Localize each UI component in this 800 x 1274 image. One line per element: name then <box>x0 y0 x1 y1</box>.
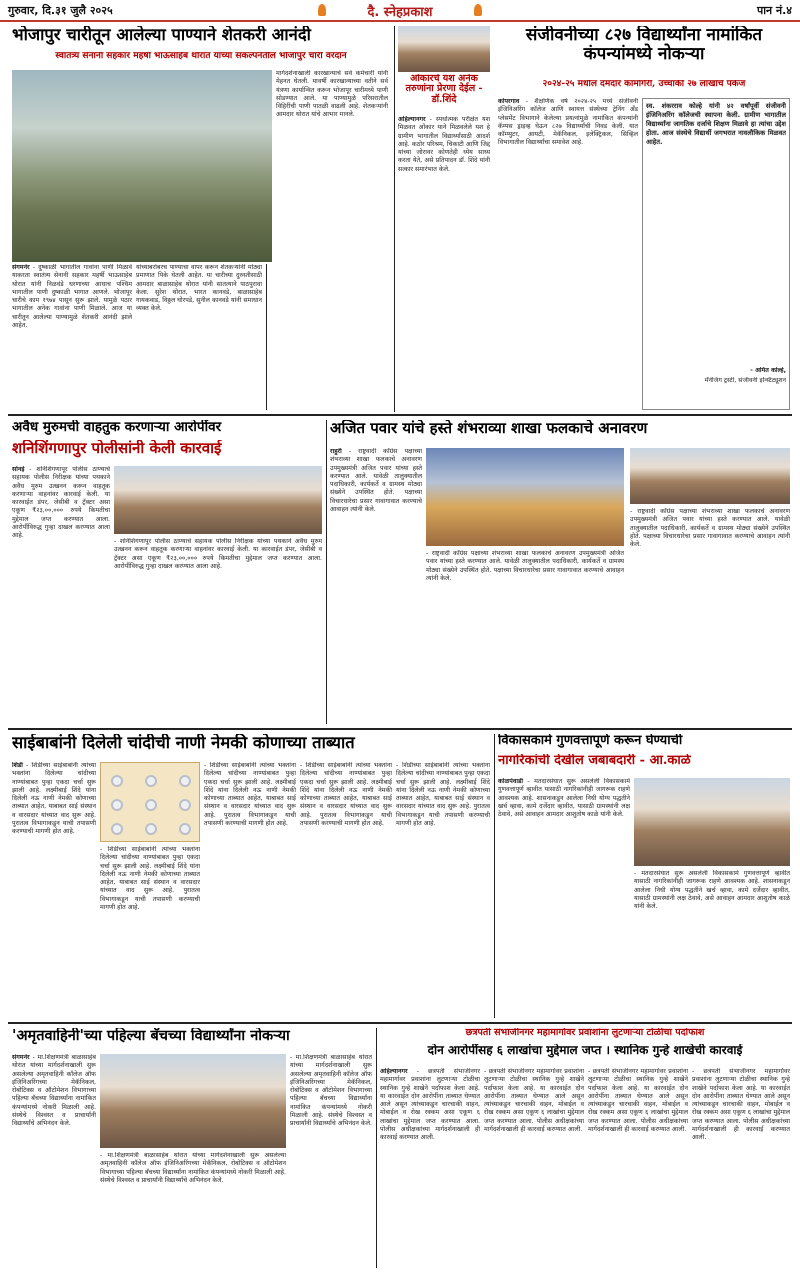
story7-body <box>498 778 630 1018</box>
section-rule <box>8 728 792 730</box>
omkar-photo <box>398 26 490 72</box>
story6-body <box>12 762 96 1018</box>
story8-body <box>12 1054 96 1268</box>
story2-dateline: अहिल्यानगर <box>398 116 426 123</box>
story5-names: - राष्ट्रवादी काँग्रेस पक्षाच्या शंभराव्या शाखा फलकाचे अनावरण उपमुख्यमंत्री अजित पवार यांच्या हस्ते करण्यात आले. यावेळी तालुक्यातील पदाधिकारी, कार्यकर्ते व ग्रामस्थ मोठ्या संख्येने उपस्थित होते. पक्षाच्या विचारधारेचा प्रसार गावागावात करण्याचे आवाहन त्यांनी केले. <box>630 508 790 549</box>
quote-box <box>642 98 790 410</box>
story7-headline-2: नागरिकांची देखील जबाबदारी - आ.काळे <box>498 754 691 768</box>
story3-subhead: २०२४-२५ मधील दमदार कामगिरी, उच्चांकी २७ लाखांचे पॅकेज <box>542 80 746 89</box>
story8-text: - मा.शिक्षणमंत्री बाळासाहेब थोरात यांच्या मार्गदर्शनाखाली सुरू असलेल्या अमृतवाहिनी कॉलेज ऑफ इंजिनिअरिंगच्या मेकॅनिकल, रोबोटिक्स व ऑटोमेशन विभागाच्या पहिल्या बॅचच्या विद्यार्थ्यांना नामांकित कंपन्यांमध्ये नोकरी मिळाली आहे. संस्थेचे विश्वस्त व प्राचार्यांनी विद्यार्थ्यांचे अभिनंदन केले. <box>12 1054 96 1128</box>
story7-headline-1: विकासकामे गुणवत्तापूर्ण करून घेण्याची <box>498 734 683 748</box>
story5-text: - राष्ट्रवादी काँग्रेस पक्षाच्या शंभराव्या शाखा फलकाचे अनावरण उपमुख्यमंत्री अजित पवार यांच्या हस्ते करण्यात आले. यावेळी तालुक्यातील पदाधिकारी, कार्यकर्ते व ग्रामस्थ मोठ्या संख्येने उपस्थित होते. पक्षाच्या विचारधारेचा प्रसार गावागावात करण्याचे आवाहन त्यांनी केले. <box>330 448 422 514</box>
newspaper-name: दै. स्नेहप्रकाश <box>367 5 433 20</box>
story3-text: - शैक्षणिक वर्ष २०२४-२५ मध्ये संजीवनी इंजिनिअरिंग कॉलेज आणि स्वायत्त संस्थेच्या ट्रेनिंग अँड प्लेसमेंट विभागाने केलेल्या प्रयत्नांमुळे नामांकित कंपन्यांनी कॅम्पस ड्राइव्ह घेऊन ८२७ विद्यार्थ्यांची निवड केली. यात कॉम्प्युटर, आयटी, मेकॅनिकल, इलेक्ट्रिकल, सिव्हिल विभागातील विद्यार्थ्यांचा समावेश आहे. <box>498 98 638 147</box>
quote-author-title: मॅनेजिंग ट्रस्टी, संजीवनी इन्स्टिट्यूशन <box>704 377 786 384</box>
story4-headline-2: शनिशिंगणापुर पोलीसांनी केली कारवाई <box>12 440 222 457</box>
story3-body <box>498 98 638 410</box>
story9-text: - छत्रपती संभाजीनगर महामार्गावर प्रवाशांना लुटणाऱ्या टोळीचा स्थानिक गुन्हे शाखेने पर्दाफाश केला आहे. या कारवाईत दोन आरोपींना ताब्यात घेण्यात आले असून त्यांच्याकडून चारचाकी वाहन, मोबाईल व रोख रक्कम असा एकूण ६ लाखांचा मुद्देमाल जप्त करण्यात आला. पोलीस अधीक्षकांच्या मार्गदर्शनाखाली ही कारवाई करण्यात आली. <box>380 1068 480 1142</box>
column-rule <box>326 420 327 724</box>
coin-icon <box>145 799 157 811</box>
story8-dateline: संगमनेर <box>12 1054 30 1061</box>
story6-body-5: - शिर्डीच्या साईबाबांनी त्यांच्या भक्तांना दिलेल्या चांदीच्या नाण्यांबाबत पुन्हा एकदा चर्चा सुरू झाली आहे. लक्ष्मीबाई शिंदे यांना दिलेली नऊ नाणी नेमकी कोणाच्या ताब्यात आहेत, याबाबत साई संस्थान व वारसदार यांच्यात वाद सुरू आहे. पुरातत्व विभागाकडून याची तपासणी करण्याची मागणी होत आहे. <box>396 762 490 828</box>
story1-col1 <box>12 264 132 412</box>
story9-body <box>380 1068 480 1268</box>
story7-body-cont: - मतदारसंघात सुरू असलेली विकासकामे गुणवत्तापूर्ण व्हावीत यासाठी नागरिकांनीही जागरूक राहणे आवश्यक आहे. शासनाकडून आलेला निधी योग्य पद्धतीने खर्च व्हावा, कामे दर्जेदार व्हावीत, यासाठी ग्रामस्थांनी लक्ष ठेवावे, असे आवाहन आमदार आशुतोष काळे यांनी केले. <box>634 870 790 911</box>
story9-dateline: अहिल्यानगर <box>380 1068 408 1075</box>
story3-headline: संजीवनीच्या ८२७ विद्यार्थ्यांना नामांकित कंपन्यांमध्ये नोकऱ्या <box>525 26 763 64</box>
column-rule <box>266 264 267 410</box>
canal-photo <box>12 70 272 262</box>
story2-text: - स्पर्धात्मक परीक्षेत यश मिळवत ओंकार याने मिळवलेले यश हे ग्रामीण भागातील विद्यार्थ्यांसाठी आदर्श आहे. कठोर परिश्रम, चिकाटी आणि जिद्द यांच्या जोरावर कोणतेही ध्येय साध्य करता येते, असे प्रतिपादन डॉ. शिंदे यांनी सत्कार समारंभात केले. <box>398 116 490 173</box>
story1-dateline: संगमनेर <box>12 264 30 271</box>
story4-headline-1: अवैध मुरुमची वाहतुक करणाऱ्या आरोपींवर <box>12 420 222 435</box>
story1-col2: यांच्याबरोबरच पाण्याचा वापर करून शेतकऱ्यांनी मोठ्या प्रमाणात पिके घेतली आहेत. या चारीच्या दुरुस्तीसाठी आमदार बाळासाहेब थोरात यांनी सातत्याने पाठपुरावा केला. सुरेश थोरात, भारत कानवडे, बाळासाहेब गायकवाड, विठ्ठल घोरपडे, सुनील कानवडे यांनी समाधान व्यक्त केले. <box>136 264 262 313</box>
quote-text: स्व. शंकरराव कोल्हे यांनी ४२ वर्षांपूर्वी संजीवनी इंजिनिअरिंग कॉलेजची स्थापना केली. ग्रामीण भागातील विद्यार्थ्यांना जागतिक दर्जाचे शिक्षण मिळावे हा त्यांचा उद्देश होता. आज संस्थेचे विद्यार्थी जगभरात नावलौकिक मिळवत आहेत. <box>646 102 786 146</box>
coin-icon <box>179 799 191 811</box>
coin-icon <box>179 775 191 787</box>
lamp-icon <box>474 4 482 16</box>
story4-body-cont: - शनिशिंगणापूर पोलीस ठाण्याचे सहायक पोलीस निरीक्षक यांच्या पथकाने अवैध मुरुम उत्खनन करून वाहतूक करणाऱ्या वाहनांवर कारवाई केली. या कारवाईत डंपर, जेसीबी व ट्रॅक्टर असा एकूण ₹२३,००,००० रुपये किमतीचा मुद्देमाल जप्त करण्यात आला. आरोपींविरुद्ध गुन्हा दाखल करण्यात आला आहे. <box>114 538 322 570</box>
story2-body <box>398 116 490 412</box>
story4-body <box>12 466 110 724</box>
page-number: पान नं.४ <box>756 4 792 17</box>
masthead <box>0 0 800 22</box>
section-rule <box>8 1022 792 1024</box>
quote-author: - अमित कोल्हे, <box>750 367 786 374</box>
silver-coins-photo <box>100 762 200 842</box>
section-rule <box>8 414 792 416</box>
story9-body-3: - छत्रपती संभाजीनगर महामार्गावर प्रवाशांना लुटणाऱ्या टोळीचा स्थानिक गुन्हे शाखेने पर्दाफाश केला आहे. या कारवाईत दोन आरोपींना ताब्यात घेण्यात आले असून त्यांच्याकडून चारचाकी वाहन, मोबाईल व रोख रक्कम असा एकूण ६ लाखांचा मुद्देमाल जप्त करण्यात आला. पोलीस अधीक्षकांच्या मार्गदर्शनाखाली ही कारवाई करण्यात आली. <box>588 1068 688 1134</box>
story8-body-cont: - मा.शिक्षणमंत्री बाळासाहेब थोरात यांच्या मार्गदर्शनाखाली सुरू असलेल्या अमृतवाहिनी कॉलेज ऑफ इंजिनिअरिंगच्या मेकॅनिकल, रोबोटिक्स व ऑटोमेशन विभागाच्या पहिल्या बॅचच्या विद्यार्थ्यांना नामांकित कंपन्यांमध्ये नोकरी मिळाली आहे. संस्थेचे विश्वस्त व प्राचार्यांनी विद्यार्थ्यांचे अभिनंदन केले. <box>100 1152 286 1184</box>
coin-icon <box>111 823 123 835</box>
story6-headline: साईबाबांनी दिलेली चांदीची नाणी नेमकी कोणाच्या ताब्यात <box>12 734 355 752</box>
story1-text1: - दुष्काळी भागातील गावांना पाणी मिळावे याकरता स्वातंत्र्य सेनानी सहकार महर्षी भाऊसाहेब थोरात यांनी निळवंडे धरणाच्या आधाच पश्चिम भागातील पाणी दुष्काळी भागात आणले. भोजापूर चारीचे काम १९७४ पासून सुरू झाले. यामुळे पठार भागातील अनेक गावांना पाणी मिळाले. आज या चारीतून आलेल्या पाण्यामुळे शेतकरी आनंदी झाले आहेत. <box>12 264 132 330</box>
column-rule <box>494 734 495 1018</box>
coin-icon <box>179 823 191 835</box>
story7-text: - मतदारसंघात सुरू असलेली विकासकामे गुणवत्तापूर्ण व्हावीत यासाठी नागरिकांनीही जागरूक राहणे आवश्यक आहे. शासनाकडून आलेला निधी योग्य पद्धतीने खर्च व्हावा, कामे दर्जेदार व्हावीत, यासाठी ग्रामस्थांनी लक्ष ठेवावे, असे आवाहन आमदार आशुतोष काळे यांनी केले. <box>498 778 630 819</box>
story9-headline: दोन आरोपींसह ६ लाखांचा मुद्देमाल जप्त । स्थानिक गुन्हे शाखेची कारवाई <box>427 1044 743 1057</box>
police-photo <box>114 466 322 534</box>
story4-dateline: सोनई <box>12 466 25 473</box>
issue-date: गुरुवार, दि.३१ जुलै २०२५ <box>8 4 113 17</box>
story1-col3: मार्गदर्शनाखाली कारखान्याचे सर्व कर्मचारी यांनी मेहनत घेतली. यावर्षी कारखान्याच्या वतीने सर्व यंत्रणा कार्यान्वित करून भोजापूर चारीमध्ये पाणी सोडण्यात आले. या पाण्यामुळे परिसरातील विहिरींची पाणी पातळी वाढली आहे. शेतकऱ्यांनी आमदार थोरात यांचे आभार मानले. <box>276 70 388 119</box>
story9-body-4: - छत्रपती संभाजीनगर महामार्गावर प्रवाशांना लुटणाऱ्या टोळीचा स्थानिक गुन्हे शाखेने पर्दाफाश केला आहे. या कारवाईत दोन आरोपींना ताब्यात घेण्यात आले असून त्यांच्याकडून चारचाकी वाहन, मोबाईल व रोख रक्कम असा एकूण ६ लाखांचा मुद्देमाल जप्त करण्यात आला. पोलीस अधीक्षकांच्या मार्गदर्शनाखाली ही कारवाई करण्यात आली. <box>692 1068 790 1142</box>
story9-kicker: छत्रपती संभाजीनगर महामार्गावर प्रवाशांना लुटणाऱ्या टोळीचा पर्दाफाश <box>465 1028 705 1038</box>
inspection-photo <box>634 778 790 866</box>
story6-dateline: शिर्डी <box>12 762 23 769</box>
story1-headline: भोजापुर चारीतून आलेल्या पाण्याने शेतकरी आनंदी <box>12 26 311 44</box>
crowd-photo <box>630 448 790 504</box>
column-rule <box>376 1028 377 1268</box>
story6-body-4: - शिर्डीच्या साईबाबांनी त्यांच्या भक्तांना दिलेल्या चांदीच्या नाण्यांबाबत पुन्हा एकदा चर्चा सुरू झाली आहे. लक्ष्मीबाई शिंदे यांना दिलेली नऊ नाणी नेमकी कोणाच्या ताब्यात आहेत, याबाबत साई संस्थान व वारसदार यांच्यात वाद सुरू आहे. पुरातत्व विभागाकडून याची तपासणी करण्याची मागणी होत आहे. <box>300 762 392 828</box>
students-photo <box>100 1054 286 1148</box>
story5-body <box>330 448 422 724</box>
story5-dateline: राहुरी <box>330 448 342 455</box>
column-rule <box>394 26 395 412</box>
story6-body-3: - शिर्डीच्या साईबाबांनी त्यांच्या भक्तांना दिलेल्या चांदीच्या नाण्यांबाबत पुन्हा एकदा चर्चा सुरू झाली आहे. लक्ष्मीबाई शिंदे यांना दिलेली नऊ नाणी नेमकी कोणाच्या ताब्यात आहेत, याबाबत साई संस्थान व वारसदार यांच्यात वाद सुरू आहे. पुरातत्व विभागाकडून याची तपासणी करण्याची मागणी होत आहे. <box>204 762 296 828</box>
coin-icon <box>111 775 123 787</box>
coin-icon <box>145 823 157 835</box>
story5-headline: अजित पवार यांचे हस्ते शंभराव्या शाखा फलकाचे अनावरण <box>330 420 648 437</box>
story1-subhead: स्वातंत्र्य सेनानी सहकार महर्षी भाऊसाहेब थोरात यांच्या संकल्पनेतील भोजापुर चारी वरदान <box>55 52 347 61</box>
story7-dateline: कोळपेवाडी <box>498 778 523 785</box>
branch-photo <box>426 448 624 546</box>
story6-text: - शिर्डीच्या साईबाबांनी त्यांच्या भक्तांना दिलेल्या चांदीच्या नाण्यांबाबत पुन्हा एकदा चर्चा सुरू झाली आहे. लक्ष्मीबाई शिंदे यांना दिलेली नऊ नाणी नेमकी कोणाच्या ताब्यात आहेत, याबाबत साई संस्थान व वारसदार यांच्यात वाद सुरू आहे. पुरातत्व विभागाकडून याची तपासणी करण्याची मागणी होत आहे. <box>12 762 96 836</box>
story5-body-cont: - राष्ट्रवादी काँग्रेस पक्षाच्या शंभराव्या शाखा फलकाचे अनावरण उपमुख्यमंत्री अजित पवार यांच्या हस्ते करण्यात आले. यावेळी तालुक्यातील पदाधिकारी, कार्यकर्ते व ग्रामस्थ मोठ्या संख्येने उपस्थित होते. पक्षाच्या विचारधारेचा प्रसार गावागावात करण्याचे आवाहन त्यांनी केले. <box>426 550 624 582</box>
story3-dateline: कोपरगाव <box>498 98 520 105</box>
story8-body-3: - मा.शिक्षणमंत्री बाळासाहेब थोरात यांच्या मार्गदर्शनाखाली सुरू असलेल्या अमृतवाहिनी कॉलेज ऑफ इंजिनिअरिंगच्या मेकॅनिकल, रोबोटिक्स व ऑटोमेशन विभागाच्या पहिल्या बॅचच्या विद्यार्थ्यांना नामांकित कंपन्यांमध्ये नोकरी मिळाली आहे. संस्थेचे विश्वस्त व प्राचार्यांनी विद्यार्थ्यांचे अभिनंदन केले. <box>290 1054 372 1128</box>
story8-headline: 'अमृतवाहिनी'च्या पहिल्या बॅचच्या विद्यार्थ्यांना नोकऱ्या <box>12 1028 290 1044</box>
story9-body-2: - छत्रपती संभाजीनगर महामार्गावर प्रवाशांना लुटणाऱ्या टोळीचा स्थानिक गुन्हे शाखेने पर्दाफाश केला आहे. या कारवाईत दोन आरोपींना ताब्यात घेण्यात आले असून त्यांच्याकडून चारचाकी वाहन, मोबाईल व रोख रक्कम असा एकूण ६ लाखांचा मुद्देमाल जप्त करण्यात आला. पोलीस अधीक्षकांच्या मार्गदर्शनाखाली ही कारवाई करण्यात आली. <box>484 1068 584 1134</box>
coin-icon <box>145 775 157 787</box>
story2-headline: ओंकारचे यश अनेक तरुणांना प्रेरणा देईल - डॉ.शिंदे <box>405 74 483 105</box>
story4-text: - शनिशिंगणापूर पोलीस ठाण्याचे सहायक पोलीस निरीक्षक यांच्या पथकाने अवैध मुरुम उत्खनन करून वाहतूक करणाऱ्या वाहनांवर कारवाई केली. या कारवाईत डंपर, जेसीबी व ट्रॅक्टर असा एकूण ₹२३,००,००० रुपये किमतीचा मुद्देमाल जप्त करण्यात आला. आरोपींविरुद्ध गुन्हा दाखल करण्यात आला आहे. <box>12 466 110 540</box>
story6-body-2: - शिर्डीच्या साईबाबांनी त्यांच्या भक्तांना दिलेल्या चांदीच्या नाण्यांबाबत पुन्हा एकदा चर्चा सुरू झाली आहे. लक्ष्मीबाई शिंदे यांना दिलेली नऊ नाणी नेमकी कोणाच्या ताब्यात आहेत, याबाबत साई संस्थान व वारसदार यांच्यात वाद सुरू आहे. पुरातत्व विभागाकडून याची तपासणी करण्याची मागणी होत आहे. <box>100 846 200 912</box>
coin-icon <box>111 799 123 811</box>
